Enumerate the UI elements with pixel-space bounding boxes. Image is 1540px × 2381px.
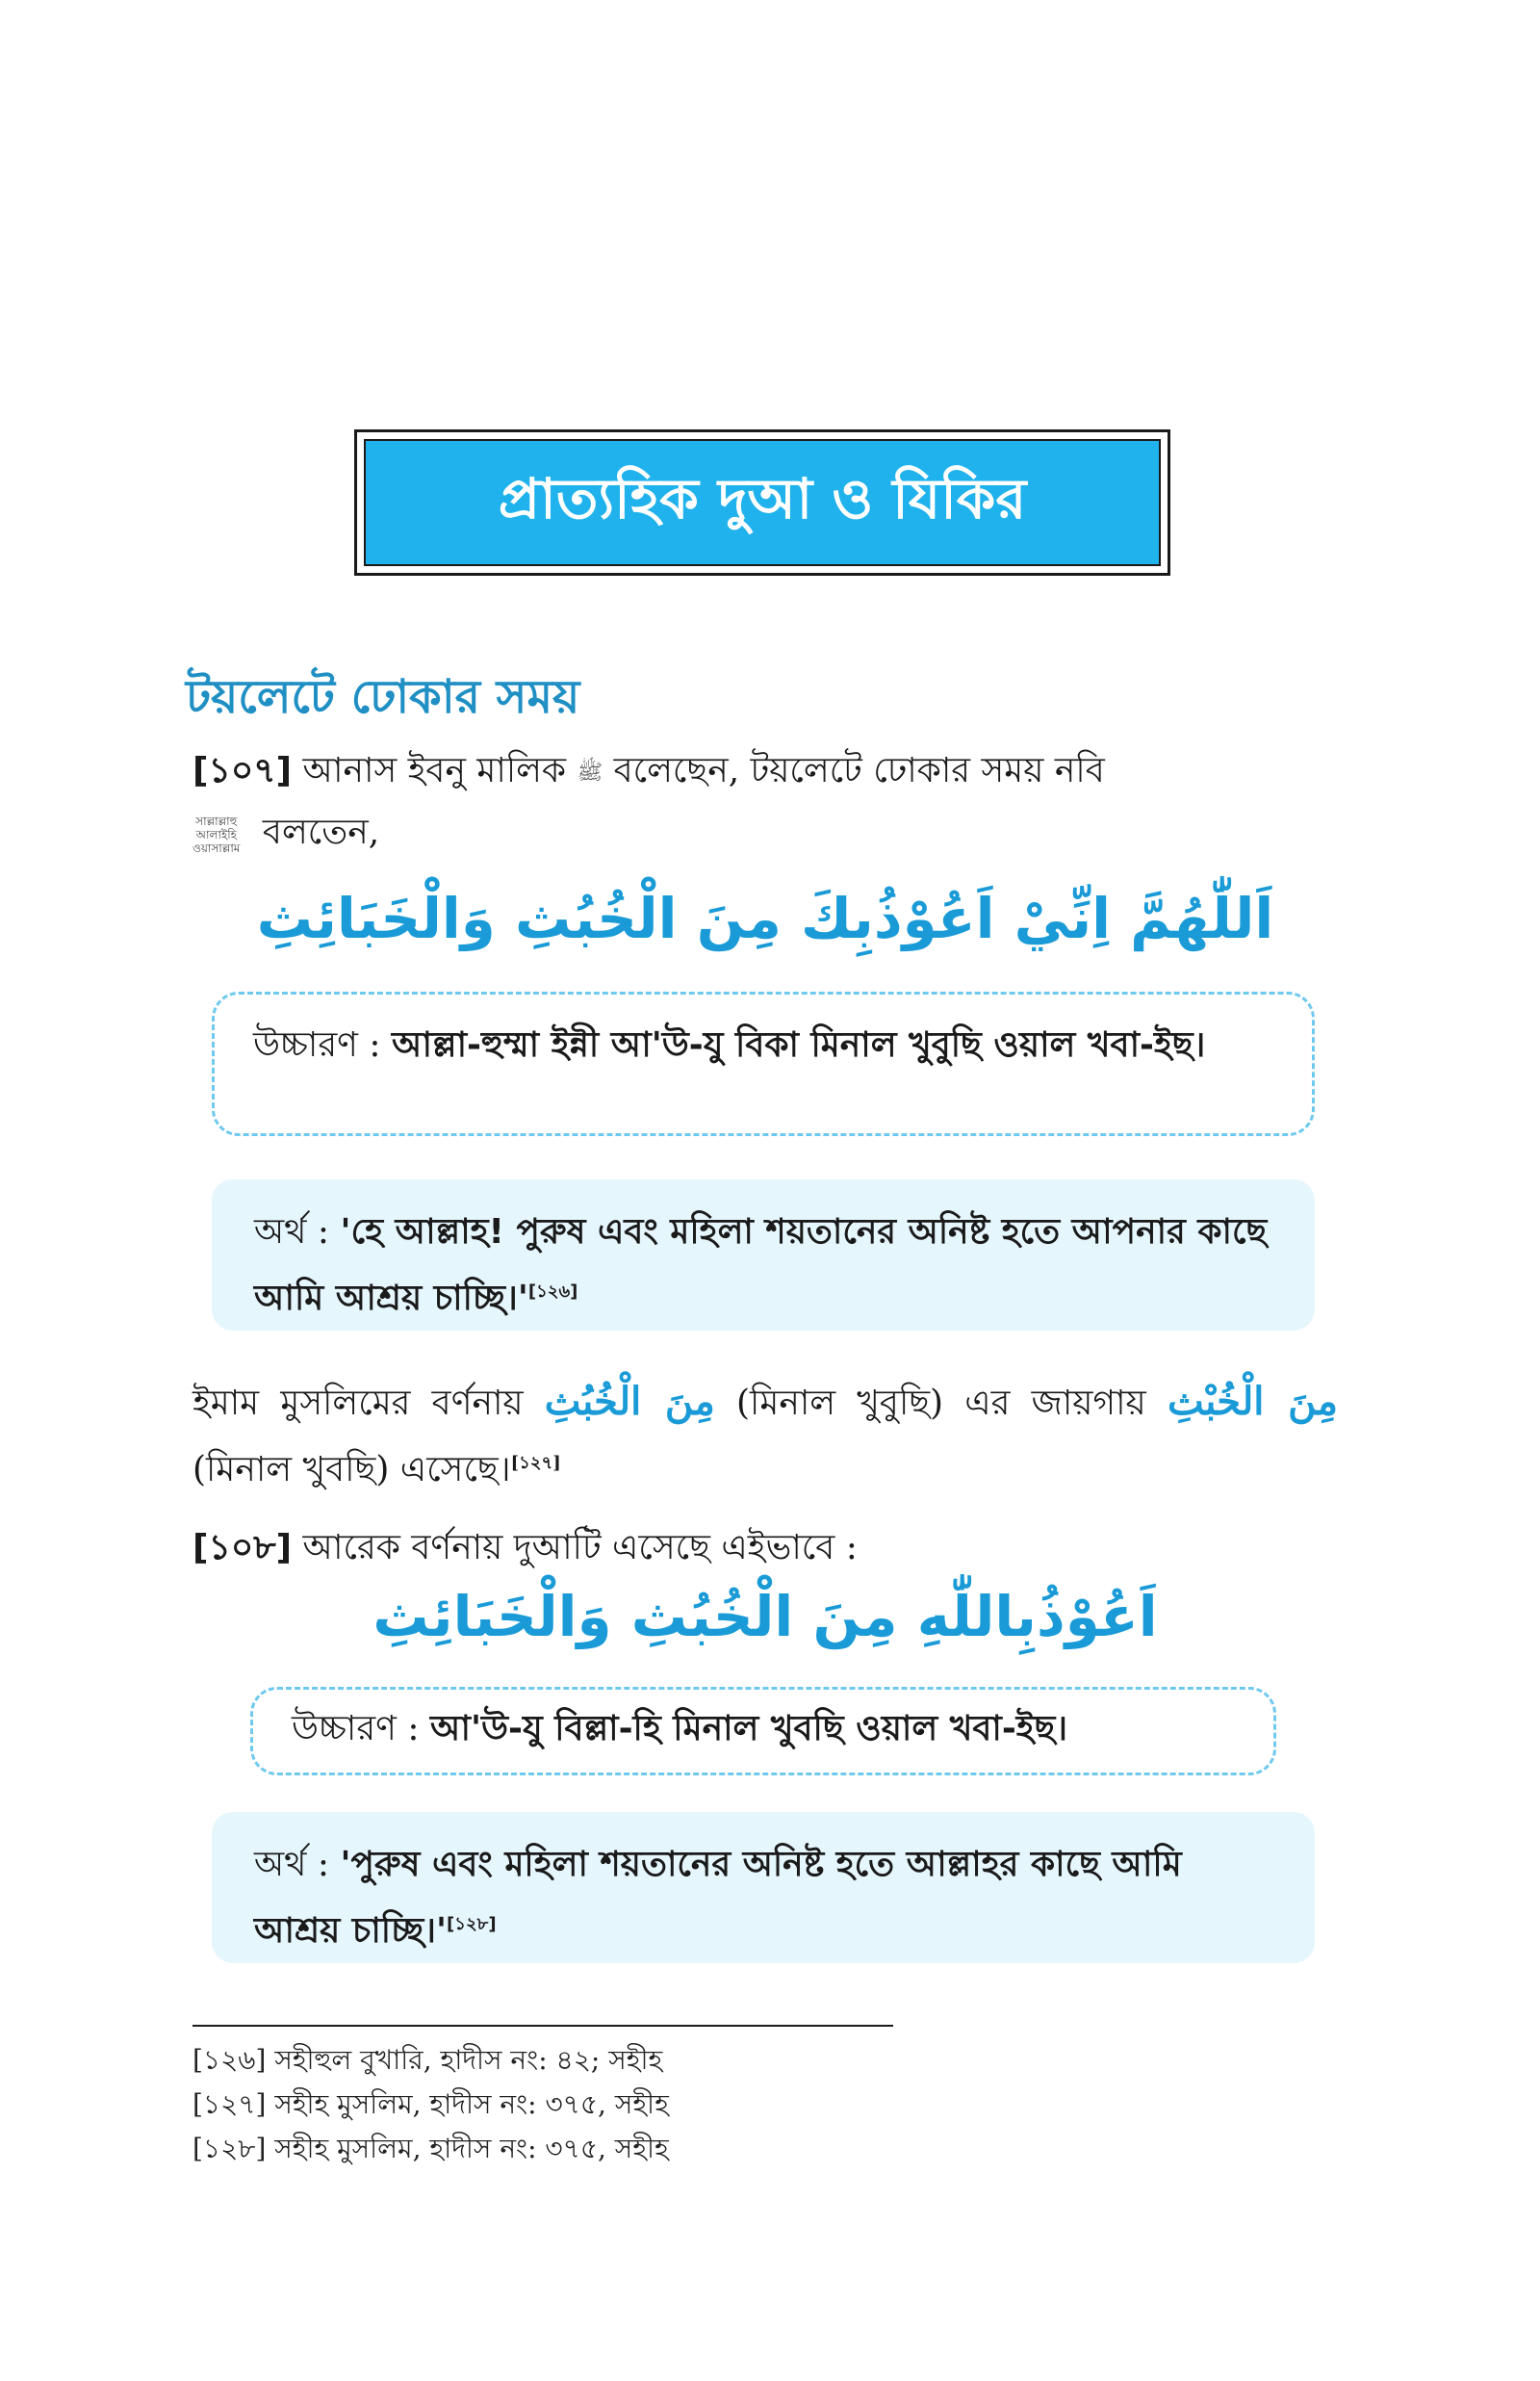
arabic-dua-2: اَعُوْذُبِاللّٰهِ مِنَ الْخُبُثِ وَالْخَبَائِثِ: [372, 1584, 1158, 1649]
hadith-text: আনাস ইবনু মালিক: [302, 751, 567, 790]
arabic-inline-2: مِنَ الْخُبْثِ: [1167, 1379, 1338, 1424]
pronunciation-text: আ'উ-যু বিল্লা-হি মিনাল খুবছি ওয়াল খবা-ইছ।: [429, 1709, 1068, 1748]
arabic-inline-1: مِنَ الْخُبُثِ: [544, 1379, 715, 1424]
hadith-107-paragraph: [192, 741, 1338, 863]
pronunciation-text: আল্লা-হুম্মা ইন্নী আ'উ-যু বিকা মিনাল খুবুছি ওয়াল খবা-ইছ।: [391, 1025, 1206, 1065]
hadith-number: [১০৮]: [192, 1528, 293, 1567]
page-title: প্রাত্যহিক দুআ ও যিকির: [364, 439, 1161, 566]
hadith-number: [১০৭]: [192, 751, 293, 790]
honorific-line: সাল্লাল্লাহু: [195, 815, 238, 828]
honorific-line: ওয়াসাল্লাম: [192, 841, 241, 855]
meaning-text: 'পুরুষ এবং মহিলা শয়তানের অনিষ্ট হতে আল্লাহর কাছে আমি আশ্রয় চাচ্ছি।': [254, 1845, 1182, 1951]
pronunciation-box-1: [212, 992, 1315, 1136]
honorific-ra: ﷺ: [577, 761, 603, 785]
pronunciation-label: উচ্চারণ :: [292, 1709, 420, 1748]
hadith-text-3: বলতেন,: [262, 813, 380, 852]
arabic-dua-1: اَللّٰهُمَّ اِنِّيْ اَعُوْذُبِكَ مِنَ الْخُبُثِ وَالْخَبَائِثِ: [256, 886, 1274, 951]
note-text-1: ইমাম মুসলিমের বর্ণনায়: [192, 1384, 524, 1423]
footnote-ref: [১২৭]: [510, 1453, 561, 1473]
footnote-ref: [১২৬]: [527, 1281, 578, 1302]
muslim-note-paragraph: [192, 1372, 1338, 1500]
footnote-divider: [192, 2025, 893, 2027]
hadith-text: আরেক বর্ণনায় দুআটি এসেছে এইভাবে :: [302, 1528, 858, 1567]
pronunciation-label: উচ্চারণ :: [253, 1025, 381, 1065]
honorific-stack: [192, 815, 240, 855]
meaning-text: 'হে আল্লাহ! পুরুষ এবং মহিলা শয়তানের অনিষ্ট হতে আপনার কাছে আমি আশ্রয় চাচ্ছি।': [254, 1212, 1268, 1318]
pronunciation-box-2: [250, 1687, 1276, 1775]
footnote-item: [১২৭] সহীহ মুসলিম, হাদীস নং: ৩৭৫, সহীহ: [192, 2088, 669, 2120]
title-box: [354, 429, 1170, 576]
section-heading: টয়লেটে ঢোকার সময়: [186, 670, 580, 724]
hadith-text-2: বলেছেন, টয়লেটে ঢোকার সময় নবি: [613, 751, 1105, 790]
footnote-item: [১২৬] সহীহুল বুখারি, হাদীস নং: ৪২; সহীহ: [192, 2044, 663, 2076]
footnote-item: [১২৮] সহীহ মুসলিম, হাদীস নং: ৩৭৫, সহীহ: [192, 2133, 669, 2164]
note-text-2: (মিনাল খুবুছি) এর জায়গায়: [736, 1384, 1146, 1423]
honorific-line: আলাইহি: [195, 828, 237, 841]
meaning-box-1: [212, 1179, 1315, 1331]
meaning-label: অর্থ :: [254, 1212, 330, 1252]
meaning-label: অর্থ :: [254, 1845, 330, 1884]
hadith-108-paragraph: [192, 1518, 1338, 1578]
footnote-ref: [১২৮]: [447, 1914, 497, 1934]
note-text-3: (মিনাল খুবছি) এসেছে।: [192, 1450, 511, 1489]
meaning-box-2: [212, 1812, 1315, 1963]
